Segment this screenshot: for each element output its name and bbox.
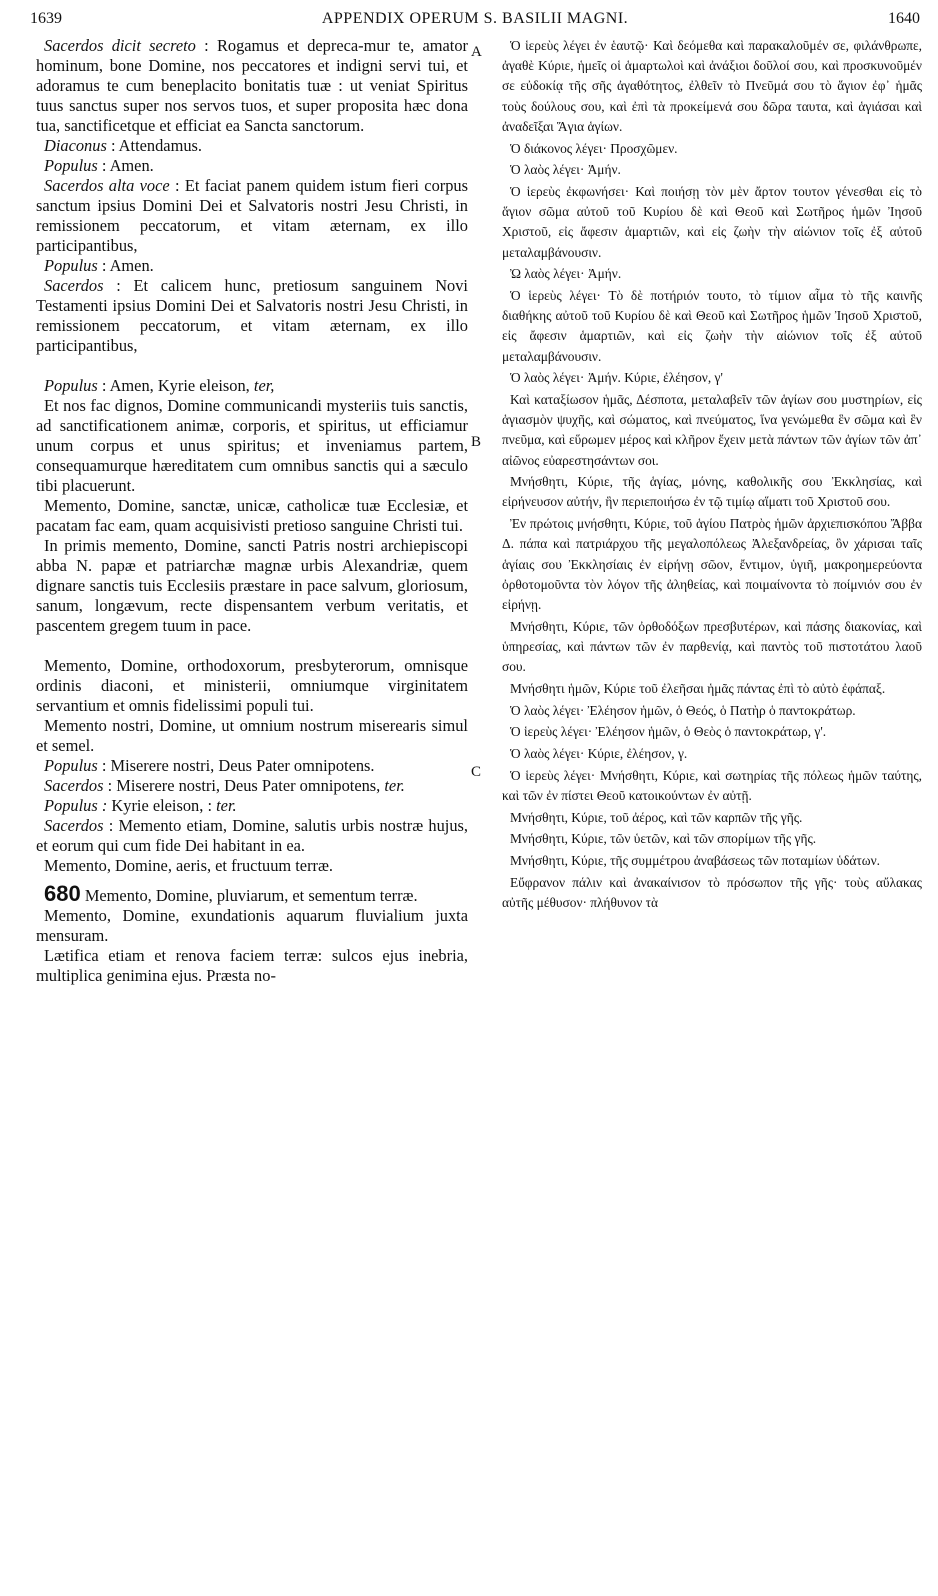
greek-paragraph: Μνήσθητι, Κύριε, τῆς ἁγίας, μόνης, καθολικῆς σου Ἐκκλησίας, καὶ εἰρήνευσον αὐτήν, ἣν περιεποιήσω ἐν τῷ τιμίῳ αἵματι τοῦ Χριστοῦ σου. [502, 474, 922, 510]
latin-paragraph: Sacerdos : Miserere nostri, Deus Pater omnipotens, ter. [44, 776, 405, 795]
running-title: APPENDIX OPERUM S. BASILII MAGNI. [321, 10, 629, 27]
latin-paragraph: 680 Memento, Domine, pluviarum, et sementum terræ. [44, 881, 418, 906]
latin-paragraph: In primis memento, Domine, sancti Patris nostri archiepiscopi abba N. papæ et patriarchæ magnæ urbis Alexandriæ, quem dignare sanctis tuis Ecclesiis præstare in pace salvum, gloriosum, sanum, longævum, recte dispensantem verbum veritatis, et pascentem gregem tuum in pace. [36, 536, 468, 635]
latin-paragraph: Diaconus : Attendamus. [44, 136, 202, 155]
greek-paragraph: Μνήσθητι, Κύριε, τῶν ὀρθοδόξων πρεσβυτέρων, καὶ πάσης διακονίας, καὶ ὑπηρεσίας, καὶ πάντων τῶν ἐν παρθενίᾳ, καὶ παντὸς τοῦ πιστοτάτου λαοῦ σου. [502, 618, 922, 675]
greek-paragraph: Καὶ καταξίωσον ἡμᾶς, Δέσποτα, μεταλαβεῖν τῶν ἁγίων σου μυστηρίων, εἰς ἁγιασμὸν ψυχῆς, καὶ σώματος, καὶ πνεύματος, ἵνα γενώμεθα ἓν σῶμα καὶ ἓν πνεῦμα, καὶ εὕρωμεν μέρος καὶ κλῆρον ἔχειν μετὰ πάντων τῶν ἁγίων τῶν ἀπ᾽ αἰῶνος εὐαρεστησάντων σοι. [502, 391, 922, 468]
speaker-label: Diaconus [44, 136, 107, 155]
speaker-label: Populus [44, 156, 98, 175]
page-number-right: 1640 [888, 10, 920, 27]
latin-paragraph: Memento, Domine, aeris, et fructuum terræ. [44, 856, 334, 875]
speaker-label: Sacerdos [44, 776, 104, 795]
latin-paragraph: Sacerdos : Et calicem hunc, pretiosum sanguinem Novi Testamenti ipsius Domini Dei et Salvatoris nostri Jesu Christi, in remissionem peccatorum, et vitam æternam, ex illo participantibus, [36, 276, 468, 355]
latin-paragraph: Populus : Amen, Kyrie eleison, ter, [44, 376, 275, 395]
greek-paragraph: Ὁ λαὸς λέγει· Ἀμήν. Κύριε, ἐλέησον, γ' [510, 370, 723, 386]
speaker-label: Sacerdos [44, 276, 104, 295]
greek-paragraph: Ὁ ἱερεὺς ἐκφωνήσει· Καὶ ποιήσῃ τὸν μὲν ἄρτον τουτον γένεσθαι εἰς τὸ ἅγιον σῶμα αὐτοῦ τοῦ Κυρίου δὲ καὶ Θεοῦ καὶ Σωτῆρος ἡμῶν Ἰησοῦ Χριστοῦ, εἰς ἄφεσιν ἁμαρτιῶν, καὶ εἰς ζωὴν τὴν αἰώνιον τοῖς ἐξ αὐτοῦ μεταλαμβάνουσιν. [502, 183, 922, 260]
greek-paragraph: Ὁ ἱερεὺς λέγει· Μνήσθητι, Κύριε, καὶ σωτηρίας τῆς πόλεως ἡμῶν ταύτης, καὶ τῶν ἐν πίστει Θεοῦ κατοικούντων ἐν αὐτῇ. [502, 767, 922, 803]
latin-paragraph: Memento, Domine, sanctæ, unicæ, catholicæ tuæ Ecclesiæ, et pacatam fac eam, quam acquisivisti pretioso sanguine Christi tui. [36, 496, 468, 535]
latin-paragraph: Populus : Miserere nostri, Deus Pater omnipotens. [44, 756, 375, 775]
column-number: 680 [44, 881, 81, 906]
page-header [30, 10, 920, 34]
speaker-label: Populus [44, 256, 98, 275]
latin-paragraph: Populus : Amen. [44, 256, 154, 275]
greek-paragraph: Μνήσθητι, Κύριε, τοῦ ἀέρος, καὶ τῶν καρπῶν τῆς γῆς. [510, 809, 803, 825]
greek-column [502, 36, 922, 1566]
speaker-label: Populus [44, 756, 98, 775]
latin-paragraph: Memento, Domine, orthodoxorum, presbyterorum, omnisque ordinis diaconi, et ministerii, omniumque virginitatem servantium et omnis fidelissimi populi tui. [36, 656, 468, 715]
latin-paragraph: Populus : Kyrie eleison, : ter. [44, 796, 237, 815]
greek-paragraph: Ὠ λαὸς λέγει· Ἀμήν. [510, 266, 622, 282]
greek-paragraph: Μνήσθητι ἡμῶν, Κύριε τοῦ ἐλεῆσαι ἡμᾶς πάντας ἐπὶ τὸ αὐτὸ ἐφάπαξ. [510, 680, 886, 696]
greek-paragraph: Ὁ λαὸς λέγει· Κύριε, ἐλέησον, γ. [510, 745, 688, 761]
margin-letter-a: A [471, 44, 482, 60]
greek-paragraph: Ὁ ἱερεὺς λέγει· Τὸ δὲ ποτήριόν τουτο, τὸ τίμιον αἷμα τὸ τῆς καινῆς διαθήκης αὐτοῦ τοῦ Κυρίου δὲ καὶ Θεοῦ καὶ Σωτῆρος ἡμῶν Ἰησοῦ Χριστοῦ, εἰς ἄφεσιν ἁμαρτιῶν, καὶ εἰς ζωὴν τὴν αἰώνιον τοῖς ἐξ αὐτοῦ μεταλαμβάνουσιν. [502, 287, 922, 364]
greek-paragraph: Ἐν πρώτοις μνήσθητι, Κύριε, τοῦ ἁγίου Πατρὸς ἡμῶν ἀρχιεπισκόπου Ἄββα Δ. πάπα καὶ πατριάρχου τῆς μεγαλοπόλεως Ἀλεξανδρείας, ὃν χάρισαι ταῖς ἁγίαις σου Ἐκκλησίαις ἐν εἰρήνῃ σῶον, ἔντιμον, ὑγιῆ, μακροημερεύοντα ὀρθοτομοῦντα τὸν λόγον τῆς ἀληθείας, καὶ ποιμαίνοντα τὸ ποίμνιόν σου ἐν εἰρήνῃ. [502, 516, 922, 612]
speaker-label: Populus [44, 376, 98, 395]
latin-paragraph: Memento nostri, Domine, ut omnium nostrum miserearis simul et semel. [36, 716, 468, 755]
speaker-label: Populus : [44, 796, 108, 815]
greek-paragraph: Ὁ ἱερεὺς λέγει· Ἐλέησον ἡμῶν, ὁ Θεὸς ὁ παντοκράτωρ, γ'. [510, 724, 827, 740]
latin-paragraph: Memento, Domine, exundationis aquarum fluvialium juxta mensuram. [36, 906, 468, 945]
latin-paragraph: Sacerdos dicit secreto : Rogamus et depreca-mur te, amator hominum, bone Domine, nos peccatores et indigni servi tui, et adoramus te cum beneplacito bonitatis tuæ : ut veniat Spiritus tuus sanctus super nos servos tuos, et super proposita hæc dona tua, sanctificetque et efficiat ea Sancta sanctorum. [36, 36, 468, 135]
latin-paragraph: Et nos fac dignos, Domine communicandi mysteriis tuis sanctis, ad sanctificationem animæ, corporis, et spiritus, ut efficiamur unum corpus et unus spiritus; et inveniamus partem, consequamurque hæreditatem cum omnibus sanctis qui a sæculo tibi placuerunt. [36, 396, 468, 495]
greek-paragraph: Ὁ λαὸς λέγει· Ἀμήν. [510, 162, 621, 178]
speaker-label: Sacerdos [44, 816, 104, 835]
latin-paragraph: Populus : Amen. [44, 156, 154, 175]
speaker-label: Sacerdos alta voce [44, 176, 170, 195]
greek-paragraph: Μνήσθητι, Κύριε, τῆς συμμέτρου ἀναβάσεως τῶν ποταμίων ὑδάτων. [510, 852, 881, 868]
greek-paragraph: Ὁ διάκονος λέγει· Προσχῶμεν. [510, 140, 678, 156]
greek-paragraph: Εὔφρανον πάλιν καὶ ἀνακαίνισον τὸ πρόσωπον τῆς γῆς· τοὺς αὔλακας αὐτῆς μέθυσον· πλήθυνον τὰ [502, 874, 922, 910]
margin-letter-c: C [471, 764, 482, 780]
greek-paragraph: Ὁ λαὸς λέγει· Ἐλέησον ἡμῶν, ὁ Θεός, ὁ Πατὴρ ὁ παντοκράτωρ. [510, 702, 856, 718]
greek-paragraph: Ὁ ἱερεὺς λέγει ἐν ἑαυτῷ· Καὶ δεόμεθα καὶ παρακαλοῦμέν σε, φιλάνθρωπε, ἀγαθὲ Κύριε, ἡμεῖς οἱ ἁμαρτωλοὶ καὶ ἀνάξιοι δοῦλοί σου, καὶ προσκυνοῦμέν σε εὐδοκίᾳ τῆς σῆς ἀγαθότητος, ἐλθεῖν τὸ Πνεῦμά σου τὸ ἅγιον ἐφ᾽ ἡμᾶς τοὺς δούλους σου, καὶ ἐπὶ τὰ προκείμενά σου δῶρα ταυτα, καὶ ἁγιάσαι καὶ ἀναδεῖξαι Ἅγια ἁγίων. [502, 38, 922, 134]
latin-paragraph: Sacerdos : Memento etiam, Domine, salutis urbis nostræ hujus, et eorum qui cum fide Dei habitant in ea. [36, 816, 468, 855]
page-number-left: 1639 [30, 10, 62, 27]
latin-paragraph: Sacerdos alta voce : Et faciat panem quidem istum fieri corpus sanctum ipsius Domini Dei et Salvatoris nostri Jesu Christi, in remissionem peccatorum, et vitam æternam, ex illo participantibus, [36, 176, 468, 255]
speaker-label: Sacerdos dicit secreto [44, 36, 196, 55]
greek-paragraph: Μνήσθητι, Κύριε, τῶν ὑετῶν, καὶ τῶν σπορίμων τῆς γῆς. [510, 831, 817, 847]
latin-column [36, 36, 468, 1566]
margin-letter-b: B [471, 434, 482, 450]
latin-paragraph: Lætifica etiam et renova faciem terræ: sulcos ejus inebria, multiplica genimina ejus. Præsta no- [36, 946, 468, 985]
